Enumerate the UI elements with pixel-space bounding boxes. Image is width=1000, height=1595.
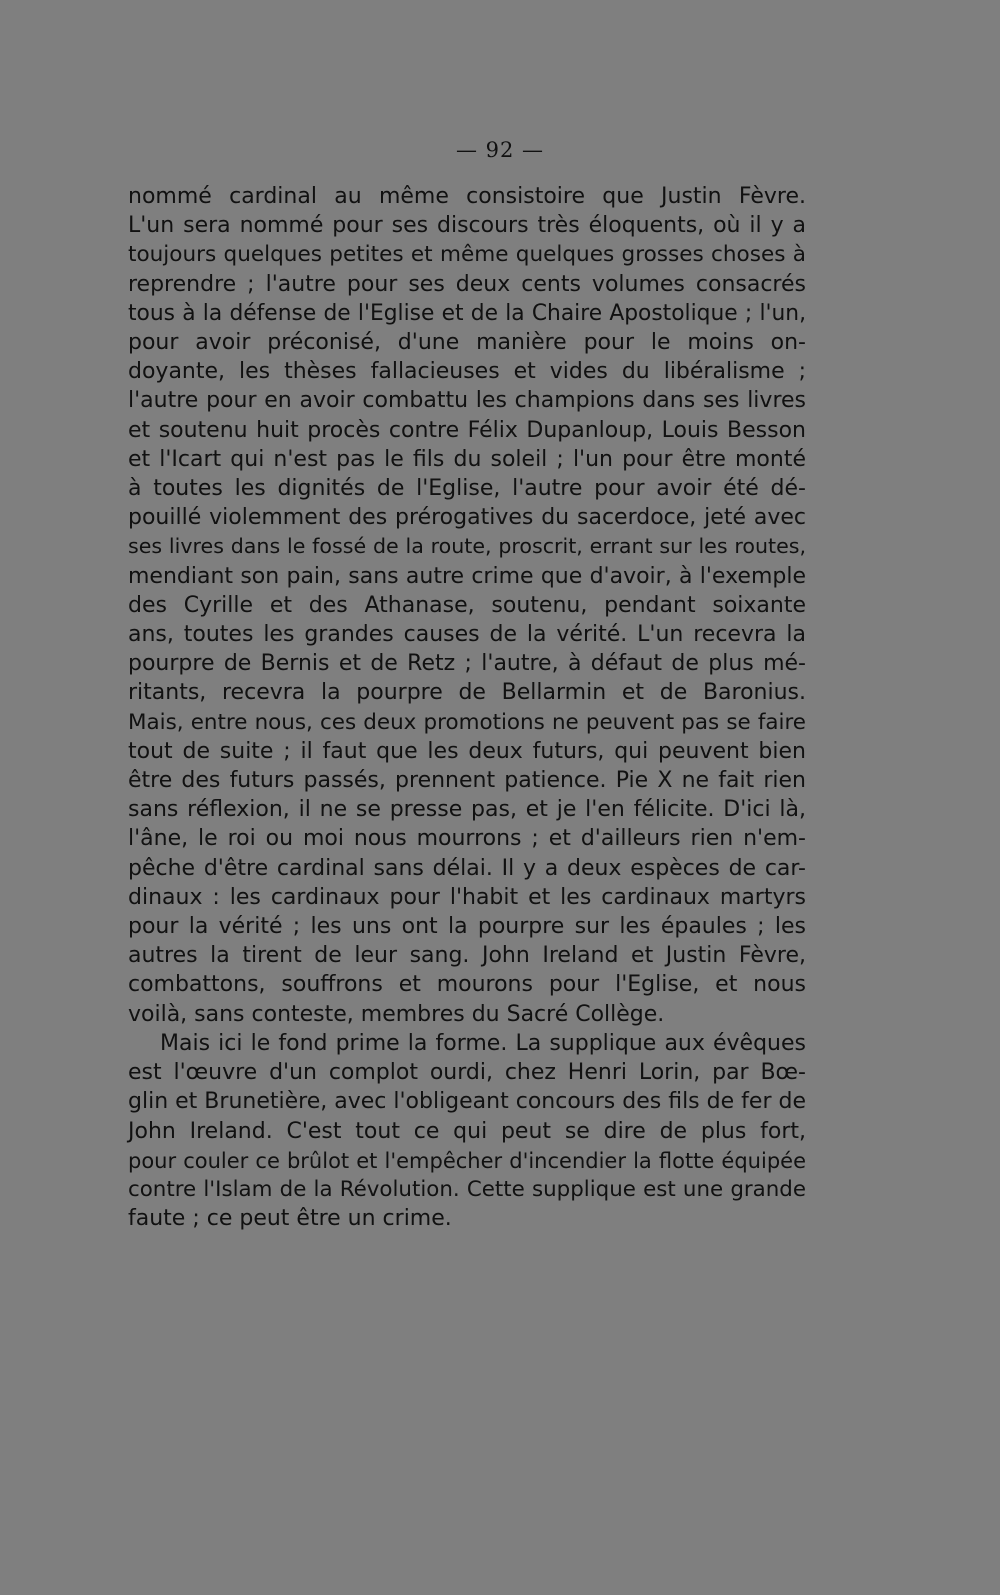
text-line: et soutenu huit procès contre Félix Dupanloup, Louis Besson	[128, 417, 806, 443]
text-line: pour la vérité ; les uns ont la pourpre sur les épaules ; les	[128, 914, 806, 940]
text-line: l'autre pour en avoir combattu les champions dans ses livres	[128, 388, 806, 414]
text-line: L'un sera nommé pour ses discours très éloquents, où il y a	[128, 213, 806, 239]
paragraph	[128, 182, 806, 1029]
paragraph	[128, 1029, 806, 1233]
text-line: tous à la défense de l'Eglise et de la Chaire Apostolique ; l'un,	[128, 300, 806, 326]
text-line: pour couler ce brûlot et l'empêcher d'incendier la flotte équipée	[128, 1147, 806, 1173]
text-line: voilà, sans conteste, membres du Sacré Collège.	[128, 1001, 665, 1027]
text-line: autres la tirent de leur sang. John Ireland et Justin Fèvre,	[128, 943, 806, 969]
text-line: Mais, entre nous, ces deux promotions ne peuvent pas se faire	[128, 709, 806, 735]
body-text	[128, 182, 806, 1233]
text-line: des Cyrille et des Athanase, soutenu, pendant soixante	[128, 592, 806, 618]
text-line: ans, toutes les grandes causes de la vérité. L'un recevra la	[128, 622, 806, 648]
text-line: John Ireland. C'est tout ce qui peut se dire de plus fort,	[128, 1118, 806, 1144]
text-line: être des futurs passés, prennent patience. Pie X ne fait rien	[128, 768, 806, 794]
text-line: à toutes les dignités de l'Eglise, l'autre pour avoir été dé-	[128, 476, 806, 502]
text-line: glin et Brunetière, avec l'obligeant concours des fils de fer de	[128, 1089, 806, 1115]
text-line: ses livres dans le fossé de la route, proscrit, errant sur les routes,	[128, 534, 806, 559]
text-line: pouillé violemment des prérogatives du sacerdoce, jeté avec	[128, 505, 806, 531]
text-line: ritants, recevra la pourpre de Bellarmin et de Baronius.	[128, 680, 806, 706]
page-number: — 92 —	[455, 138, 545, 162]
text-line: mendiant son pain, sans autre crime que d'avoir, à l'exemple	[128, 563, 806, 589]
text-line: est l'œuvre d'un complot ourdi, chez Henri Lorin, par Bœ-	[128, 1060, 806, 1086]
text-line: combattons, souffrons et mourons pour l'Eglise, et nous	[128, 972, 806, 998]
text-line: pourpre de Bernis et de Retz ; l'autre, à défaut de plus mé-	[128, 651, 806, 677]
text-line: reprendre ; l'autre pour ses deux cents volumes consacrés	[128, 271, 806, 297]
text-line: dinaux : les cardinaux pour l'habit et les cardinaux martyrs	[128, 884, 806, 910]
text-line: contre l'Islam de la Révolution. Cette supplique est une grande	[128, 1176, 806, 1202]
text-line: Mais ici le fond prime la forme. La supplique aux évêques	[160, 1030, 806, 1056]
text-line: pour avoir préconisé, d'une manière pour le moins on-	[128, 330, 806, 356]
text-line: nommé cardinal au même consistoire que Justin Fèvre.	[128, 184, 806, 209]
text-line: sans réflexion, il ne se presse pas, et je l'en félicite. D'ici là,	[128, 797, 806, 823]
text-line: toujours quelques petites et même quelques grosses choses à	[128, 242, 806, 268]
text-line: pêche d'être cardinal sans délai. Il y a deux espèces de car-	[128, 855, 806, 881]
text-line: doyante, les thèses fallacieuses et vides du libéralisme ;	[128, 359, 806, 385]
text-line: faute ; ce peut être un crime.	[128, 1206, 452, 1232]
text-line: tout de suite ; il faut que les deux futurs, qui peuvent bien	[128, 738, 806, 764]
text-line: et l'Icart qui n'est pas le fils du soleil ; l'un pour être monté	[128, 446, 806, 472]
text-line: l'âne, le roi ou moi nous mourrons ; et d'ailleurs rien n'em-	[128, 826, 806, 852]
